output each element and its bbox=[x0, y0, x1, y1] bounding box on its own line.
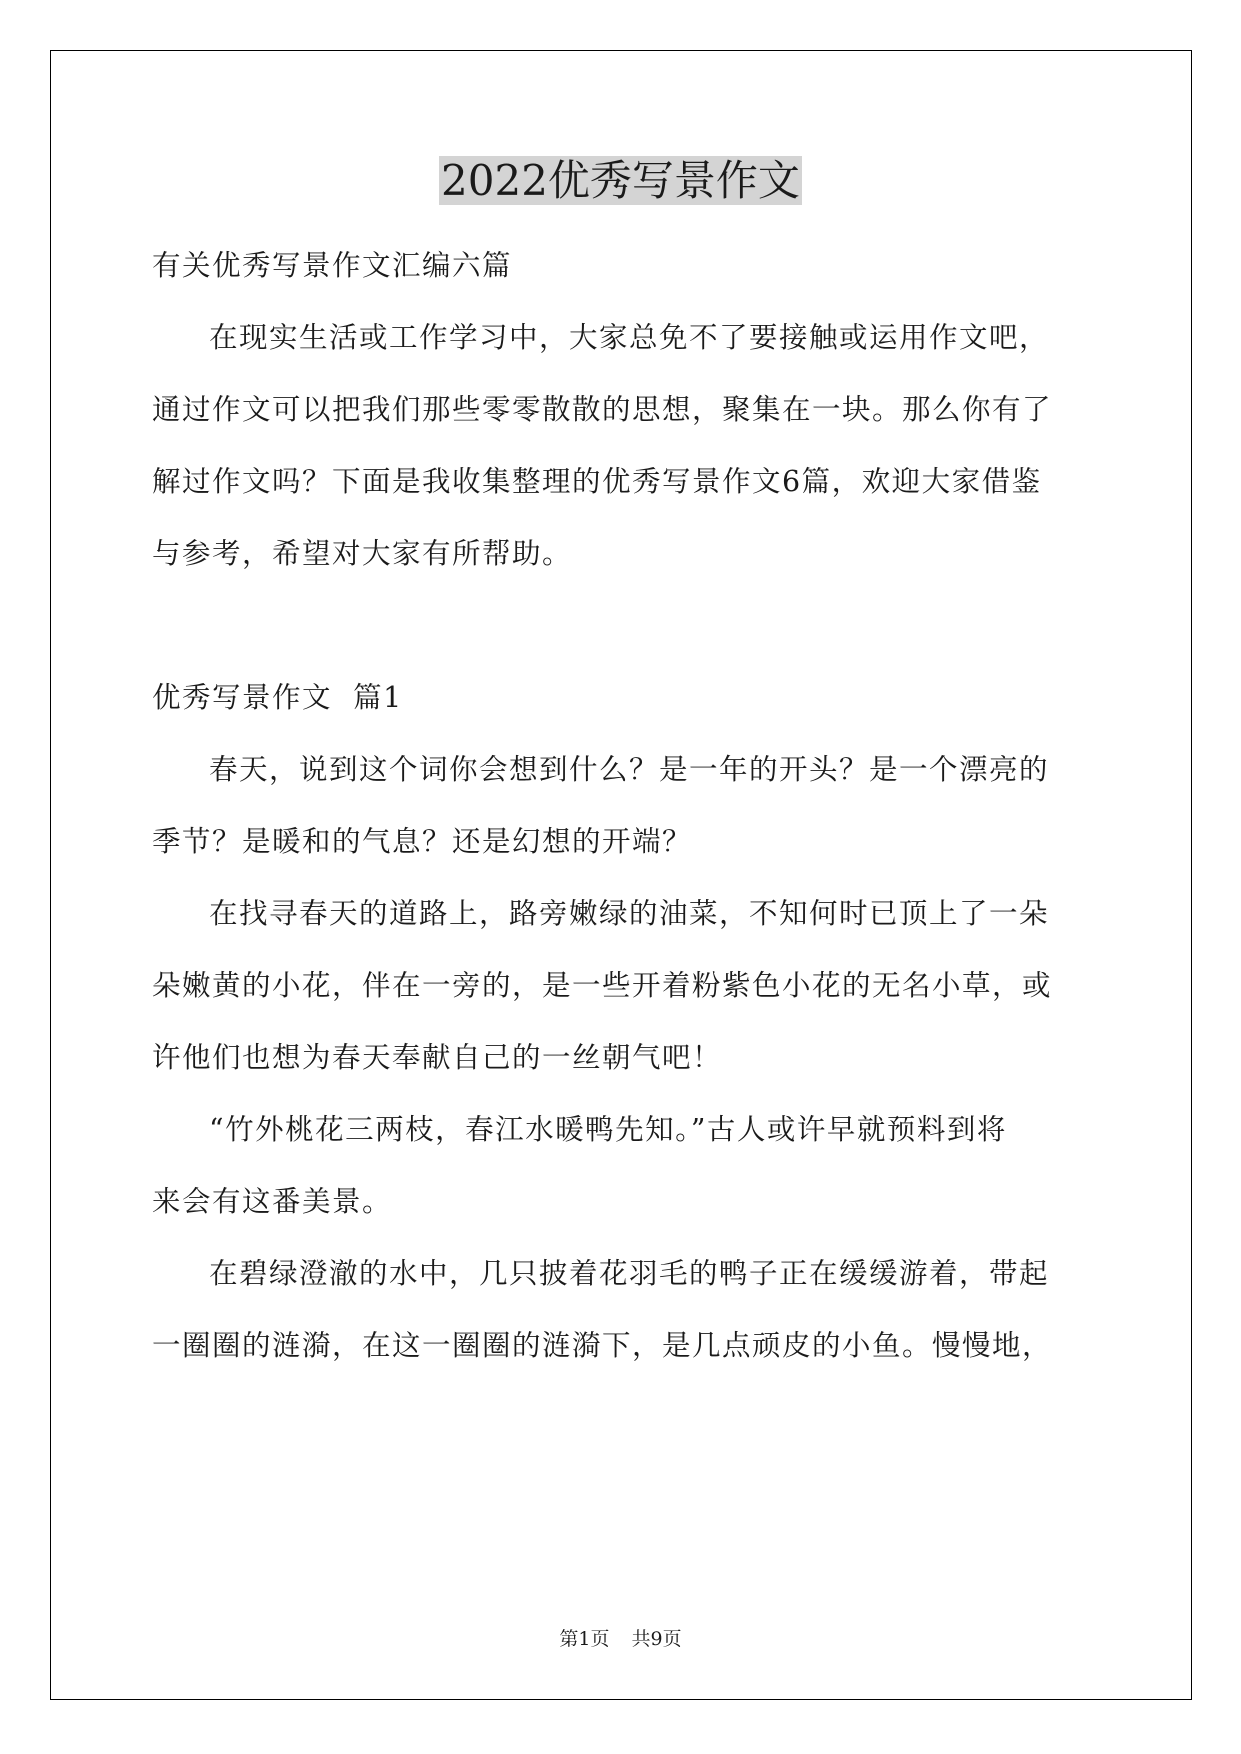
body-line: 一圈圈的涟漪，在这一圈圈的涟漪下，是几点顽皮的小鱼。慢慢地， bbox=[152, 1329, 1053, 1362]
intro-line: 解过作文吗？下面是我收集整理的优秀写景作文6篇，欢迎大家借鉴 bbox=[152, 465, 1042, 498]
intro-line: 在现实生活或工作学习中，大家总免不了要接触或运用作文吧， bbox=[209, 321, 1050, 354]
body-line: 在找寻春天的道路上，路旁嫩绿的油菜，不知何时已顶上了一朵 bbox=[209, 897, 1050, 930]
body-line: 季节？是暖和的气息？还是幻想的开端？ bbox=[152, 825, 693, 858]
body-line: 春天，说到这个词你会想到什么？是一年的开头？是一个漂亮的 bbox=[209, 753, 1050, 786]
page-total: 共9页 bbox=[631, 1628, 682, 1650]
body-line: 朵嫩黄的小花，伴在一旁的，是一些开着粉紫色小花的无名小草，或 bbox=[152, 969, 1053, 1002]
section-heading: 优秀写景作文 篇1 bbox=[152, 681, 403, 714]
body-line: “竹外桃花三两枝，春江水暖鸭先知。”古人或许早就预料到将 bbox=[209, 1113, 1007, 1146]
body-line: 许他们也想为春天奉献自己的一丝朝气吧！ bbox=[152, 1041, 723, 1074]
document-subtitle: 有关优秀写景作文汇编六篇 bbox=[152, 249, 513, 282]
intro-line: 与参考，希望对大家有所帮助。 bbox=[152, 537, 573, 570]
document-title-text: 2022优秀写景作文 bbox=[441, 156, 800, 205]
page-footer bbox=[0, 1626, 1241, 1652]
intro-line: 通过作文可以把我们那些零零散散的思想，聚集在一块。那么你有了 bbox=[152, 393, 1053, 426]
body-line: 来会有这番美景。 bbox=[152, 1185, 393, 1218]
document-title bbox=[0, 152, 1241, 210]
page-number: 第1页 bbox=[559, 1628, 610, 1650]
body-line: 在碧绿澄澈的水中，几只披着花羽毛的鸭子正在缓缓游着，带起 bbox=[209, 1257, 1050, 1290]
